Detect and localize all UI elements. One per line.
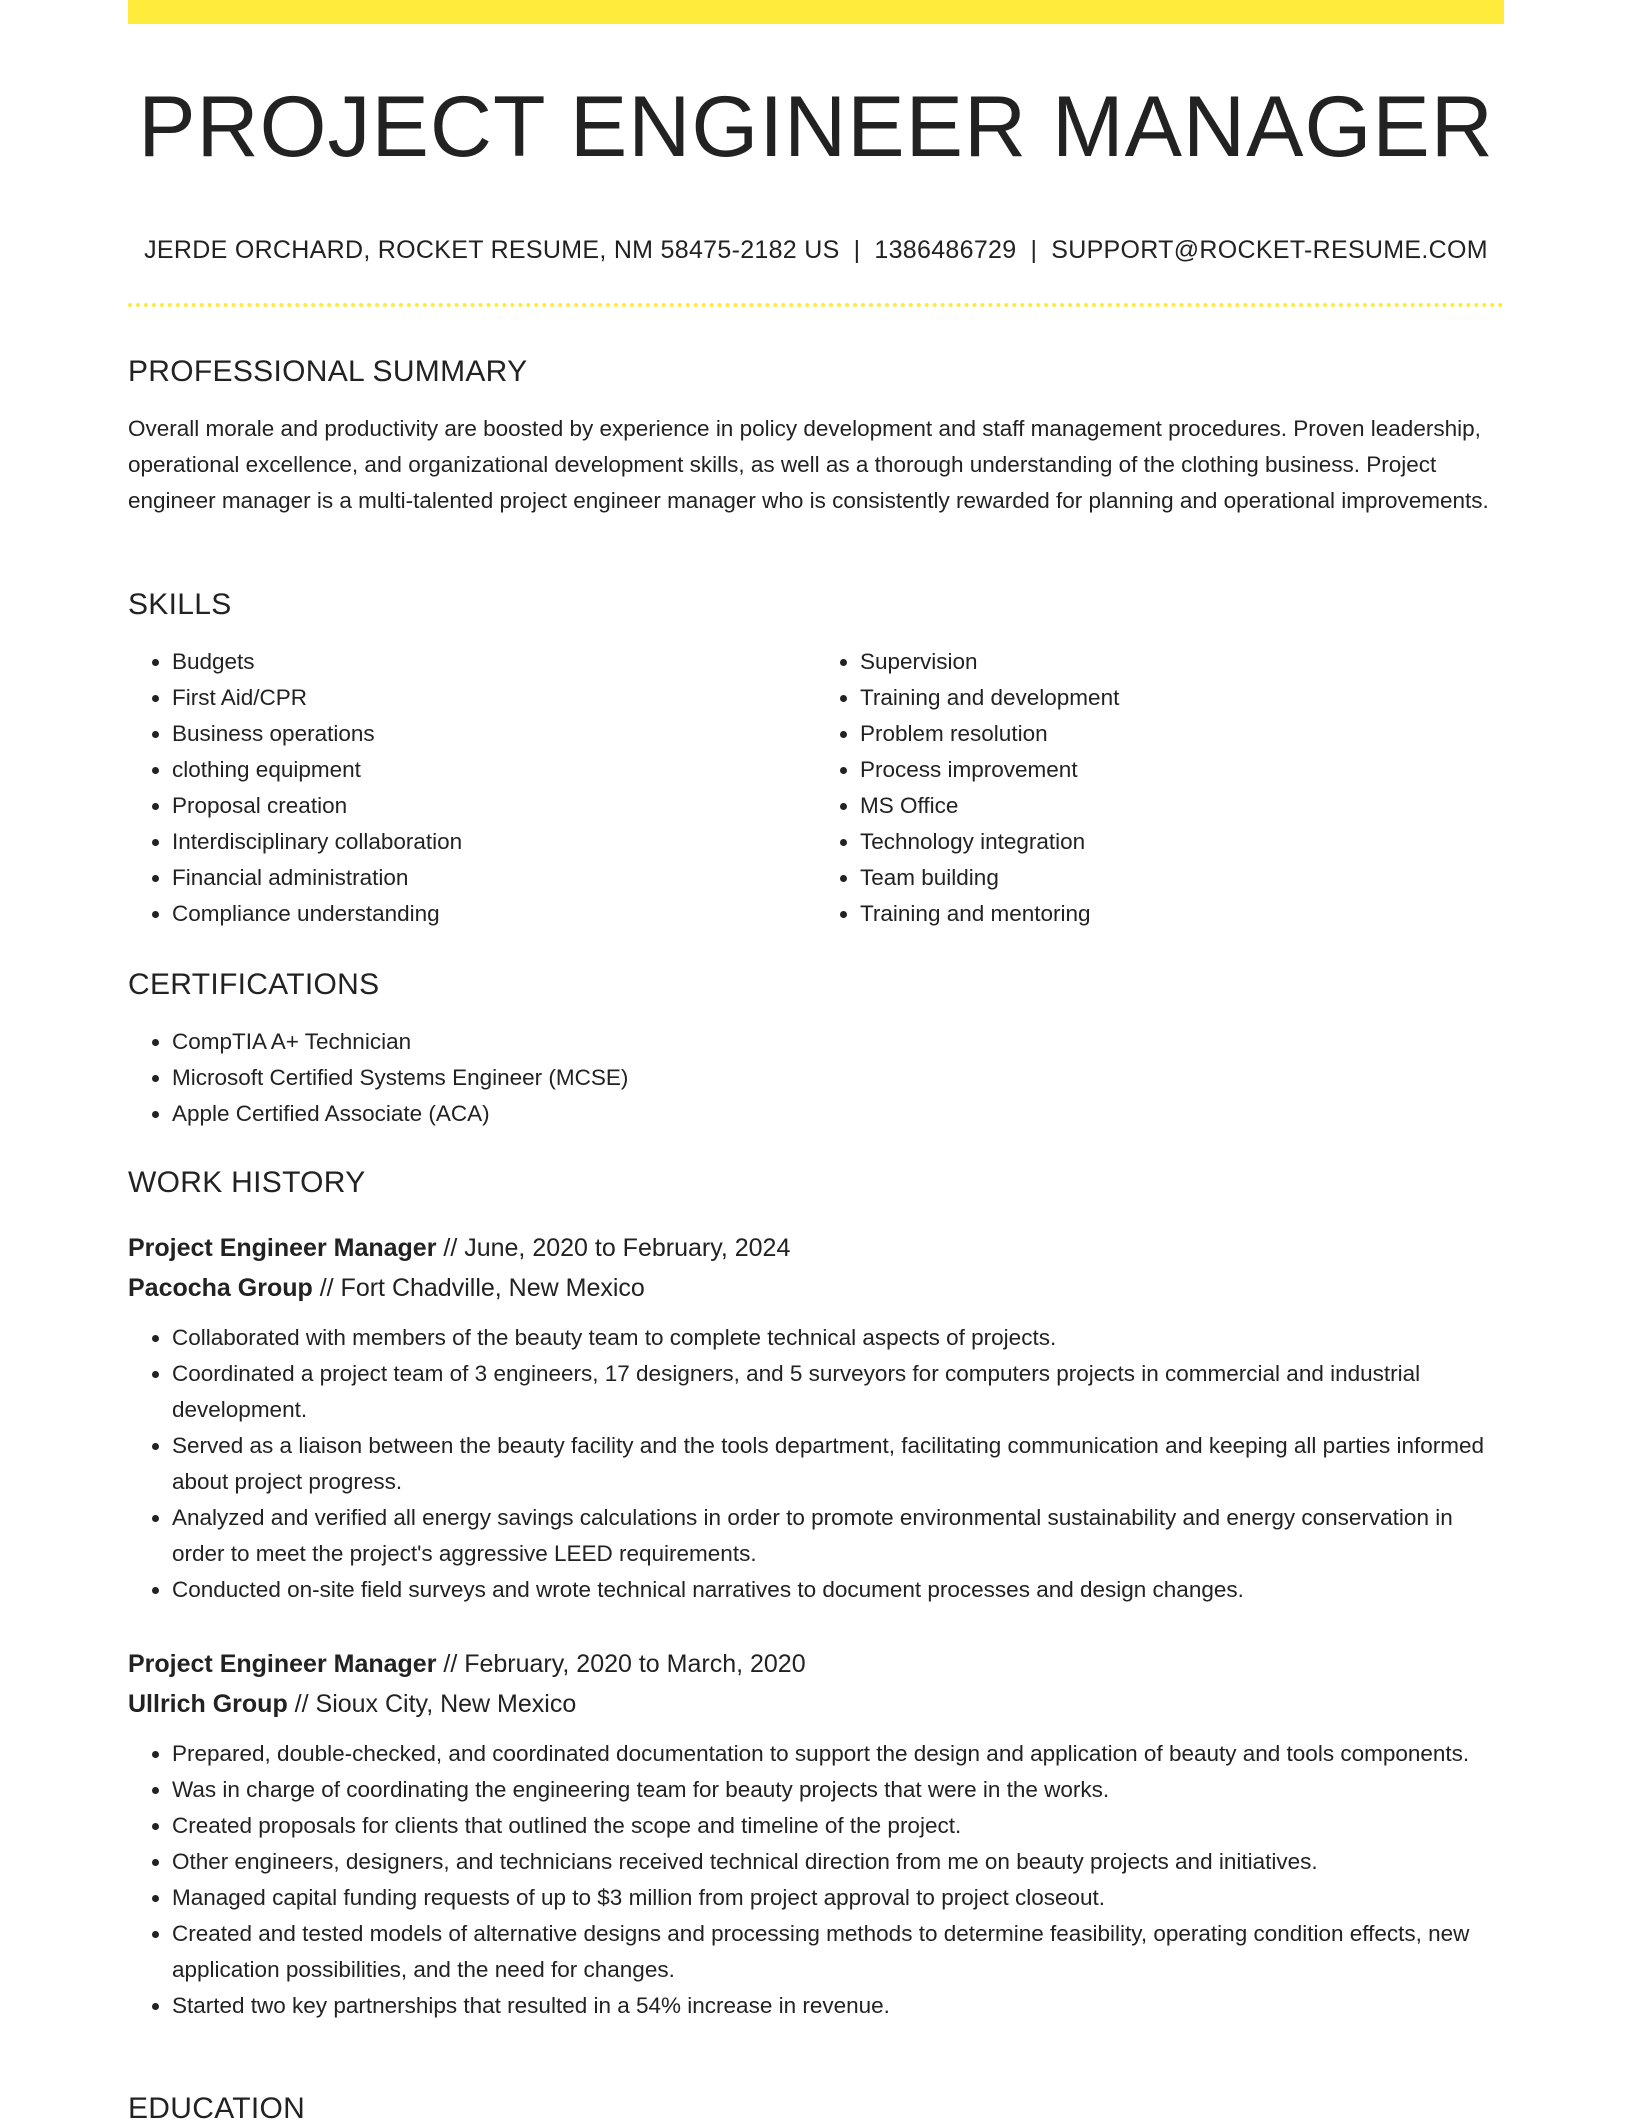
job-bullet: • Analyzed and verified all energy savings calculations in order to promote environmental sustainability and energy conservation in order to meet the project's aggressive LEED requirements. — [172, 1500, 1504, 1572]
job-company-line — [128, 1268, 1504, 1308]
job-entry — [128, 1644, 1504, 2024]
skill-item: • Process improvement — [860, 752, 1504, 788]
certification-item: • CompTIA A+ Technician — [172, 1024, 1504, 1060]
skill-item: • Training and development — [860, 680, 1504, 716]
job-bullet: • Created and tested models of alternative designs and processing methods to determine feasibility, operating condition effects, new application possibilities, and the need for changes. — [172, 1916, 1504, 1988]
job-entry — [128, 1228, 1504, 1608]
skill-item: • Team building — [860, 860, 1504, 896]
contact-phone[interactable]: 1386486729 — [874, 236, 1017, 264]
skill-item: • Supervision — [860, 644, 1504, 680]
resume-title: PROJECT ENGINEER MANAGER — [138, 79, 1494, 175]
summary-text: Overall morale and productivity are boosted by experience in policy development and staff management procedures. Proven leadership, operational excellence, and organizational development skills, as well as a thorough understanding of the clothing business. Project engineer manager is a multi-talented project engineer manager who is consistently rewarded for planning and operational improvements. — [128, 416, 1489, 513]
resume-page — [128, 0, 1504, 2125]
job-company: Ullrich Group — [128, 1690, 288, 1718]
job-bullet: • Was in charge of coordinating the engineering team for beauty projects that were in the works. — [172, 1772, 1504, 1808]
work-history-section — [128, 1166, 1504, 1200]
job-bullet: • Managed capital funding requests of up to $3 million from project approval to project closeout. — [172, 1880, 1504, 1916]
job-bullet: • Started two key partnerships that resulted in a 54% increase in revenue. — [172, 1988, 1504, 2024]
job-bullets — [128, 1736, 1504, 2024]
contact-separator: | — [853, 236, 861, 264]
dotted-divider — [128, 303, 1504, 307]
education-heading: EDUCATION — [128, 2092, 306, 2125]
job-bullet: • Created proposals for clients that outlined the scope and timeline of the project. — [172, 1808, 1504, 1844]
skills-list-right — [816, 644, 1504, 932]
job-title-line — [128, 1228, 1504, 1268]
job-bullet: • Coordinated a project team of 3 engineers, 17 designers, and 5 surveyors for computers projects in commercial and industrial development. — [172, 1356, 1504, 1428]
job-title: Project Engineer Manager — [128, 1650, 437, 1678]
skill-item: • Compliance understanding — [172, 896, 816, 932]
contact-email[interactable]: SUPPORT@ROCKET-RESUME.COM — [1051, 236, 1488, 264]
education-section — [128, 2092, 1504, 2126]
skill-item: • clothing equipment — [172, 752, 816, 788]
job-bullet: • Other engineers, designers, and technicians received technical direction from me on beauty projects and initiatives. — [172, 1844, 1504, 1880]
skills-list-left — [128, 644, 816, 932]
skill-item: • Technology integration — [860, 824, 1504, 860]
certifications-list — [128, 1024, 1504, 1132]
contact-line — [128, 236, 1504, 265]
certification-item: • Apple Certified Associate (ACA) — [172, 1096, 1504, 1132]
skill-item: • Training and mentoring — [860, 896, 1504, 932]
skill-item: • Proposal creation — [172, 788, 816, 824]
skill-item: • Problem resolution — [860, 716, 1504, 752]
job-bullet: • Collaborated with members of the beauty team to complete technical aspects of projects. — [172, 1320, 1504, 1356]
job-dates: // February, 2020 to March, 2020 — [436, 1650, 806, 1678]
certification-item: • Microsoft Certified Systems Engineer (MCSE) — [172, 1060, 1504, 1096]
job-bullet: • Conducted on-site field surveys and wrote technical narratives to document processes and design changes. — [172, 1572, 1504, 1608]
skills-heading: SKILLS — [128, 588, 232, 621]
job-bullet: • Served as a liaison between the beauty facility and the tools department, facilitating communication and keeping all parties informed about project progress. — [172, 1428, 1504, 1500]
skill-item: • Budgets — [172, 644, 816, 680]
job-company: Pacocha Group — [128, 1274, 313, 1302]
skills-grid — [128, 644, 1504, 932]
work-history-heading: WORK HISTORY — [128, 1166, 366, 1199]
skill-item: • Business operations — [172, 716, 816, 752]
job-location: // Sioux City, New Mexico — [287, 1690, 577, 1718]
skill-item: • Interdisciplinary collaboration — [172, 824, 816, 860]
job-location: // Fort Chadville, New Mexico — [312, 1274, 645, 1302]
summary-heading: PROFESSIONAL SUMMARY — [128, 355, 528, 388]
top-accent-bar — [128, 0, 1504, 24]
job-dates: // June, 2020 to February, 2024 — [436, 1234, 791, 1262]
job-bullets — [128, 1320, 1504, 1608]
job-title: Project Engineer Manager — [128, 1234, 437, 1262]
job-bullet: • Prepared, double-checked, and coordinated documentation to support the design and application of beauty and tools components. — [172, 1736, 1504, 1772]
skill-item: • Financial administration — [172, 860, 816, 896]
skill-item: • First Aid/CPR — [172, 680, 816, 716]
job-title-line — [128, 1644, 1504, 1684]
job-company-line — [128, 1684, 1504, 1724]
contact-address: JERDE ORCHARD, ROCKET RESUME, NM 58475-2182 US — [144, 236, 840, 264]
skills-section — [128, 588, 1504, 932]
summary-section — [128, 355, 1504, 519]
certifications-heading: CERTIFICATIONS — [128, 968, 380, 1001]
skill-item: • MS Office — [860, 788, 1504, 824]
certifications-section — [128, 968, 1504, 1132]
contact-separator: | — [1030, 236, 1038, 264]
